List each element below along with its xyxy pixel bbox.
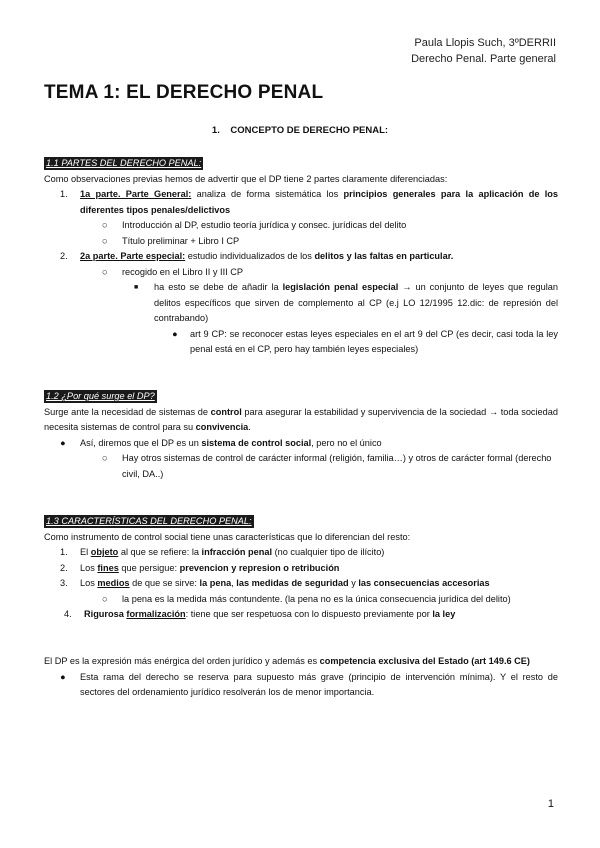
list-number: 1. (60, 189, 68, 199)
intervencion-minima-text: Esta rama del derecho se reserva para supuesto más grave (principio de intervención mínima). Y el resto de sectores del ordenamiento jurídico resolverán los de menor importancia. (80, 671, 558, 697)
final-paragraph (44, 654, 558, 670)
list-item-introduccion (44, 218, 558, 234)
pena-contundente-text: la pena es la medida más contundente. (la pena no es la única consecuencia jurídica del delito) (122, 593, 511, 604)
legislacion-bold: legislación penal especial (282, 282, 399, 292)
dot-bullet-icon: ● (60, 671, 66, 682)
list-item-art9 (44, 327, 558, 358)
objeto-bold: infracción penal (201, 547, 273, 557)
parte-general-label: 1a parte. Parte General: (80, 189, 192, 199)
list-item-medios (44, 576, 558, 592)
document-title: TEMA 1: EL DERECHO PENAL (44, 82, 324, 103)
formalizacion-bold: Rigurosa (84, 609, 124, 619)
por-que-bold-control: control (210, 406, 242, 417)
section-heading-caracteristicas: 1.3 CARACTERÍSTICAS DEL DERECHO PENAL: (46, 516, 252, 526)
circle-bullet-icon: ○ (102, 266, 108, 277)
por-que-paragraph (44, 405, 558, 436)
otros-sistemas-text: Hay otros sistemas de control de carácter informal (religión, familia…) y otros de carácter formal (derecho civil, DA..) (122, 453, 552, 479)
fines-underlined: fines (97, 562, 119, 573)
square-bullet-icon: ■ (134, 284, 139, 291)
control-social-text: Así, diremos que el DP es un (80, 437, 202, 448)
concept-number: 1. (211, 125, 220, 136)
medios-text-3: , (231, 578, 237, 588)
concept-heading (0, 125, 600, 136)
final-bold: competencia exclusiva del Estado (art 149.6 CE) (319, 656, 530, 666)
formalizacion-underlined: formalización (126, 609, 186, 619)
parte-especial-text: estudio individualizados de los (185, 251, 315, 261)
art9-text: art 9 CP: se reconocer estas leyes especiales en el art 9 del CP (es decir, casi toda la ley penal está en el CP, pero hay también leyes especiales) (190, 328, 558, 354)
control-social-bold: sistema de control social (201, 437, 312, 448)
fines-bold: prevencion y represion o retribución (179, 562, 340, 573)
objeto-text: El (80, 547, 91, 557)
objeto-underlined: objeto (90, 547, 119, 557)
sub-item-text: Introducción al DP, estudio teoría jurídica y consec. jurídicas del delito (122, 220, 407, 230)
list-number: 2. (60, 251, 68, 261)
list-item-otros-sistemas (44, 451, 558, 482)
circle-bullet-icon: ○ (102, 235, 108, 246)
list-number: 1. (60, 547, 68, 557)
section-heading-por-que: 1.2 ¿Por qué surge el DP? (46, 391, 155, 401)
dot-bullet-icon: ● (60, 437, 66, 448)
sub-item-text: recogido en el Libro II y III CP (122, 266, 244, 277)
list-item-legislacion-especial (44, 280, 558, 327)
por-que-bold-convivencia: convivencia (195, 422, 249, 432)
por-que-text-2: para asegurar la estabilidad y supervivencia de la sociedad → toda sociedad necesita sistemas de control para su (44, 406, 558, 432)
control-social-text-2: , pero no el único (311, 437, 382, 448)
medios-bold-pena: la pena (199, 578, 232, 588)
medios-text: Los (80, 578, 98, 588)
page-header (411, 35, 556, 67)
final-section (44, 654, 558, 701)
concept-label: CONCEPTO DE DERECHO PENAL: (230, 125, 389, 136)
parte-especial-label: 2a parte. Parte especial: (80, 251, 186, 261)
caracteristicas-intro: Como instrumento de control social tiene unas características que lo diferencian del resto: (44, 531, 411, 542)
sub-item-text: Título preliminar + Libro I CP (122, 235, 240, 246)
section-heading-partes: 1.1 PARTES DEL DERECHO PENAL: (46, 158, 202, 168)
objeto-text-2: al que se refiere: la (118, 547, 202, 557)
list-item-titulo-preliminar (44, 234, 558, 250)
circle-bullet-icon: ○ (102, 593, 108, 604)
list-item-objeto (44, 545, 558, 561)
legislacion-text: ha esto se debe de añadir la (154, 282, 283, 292)
formalizacion-text: : tiene que ser respetuosa con lo dispuesto previamente por (185, 609, 433, 619)
medios-text-2: de que se sirve: (129, 578, 200, 588)
formalizacion-bold-ley: la ley (432, 609, 456, 619)
list-item-fines (44, 561, 558, 577)
medios-underlined: medios (97, 578, 130, 588)
fines-text: Los (80, 562, 98, 573)
por-que-text-3: . (248, 422, 251, 432)
final-text: El DP es la expresión más enérgica del orden jurídico y además es (44, 656, 320, 666)
legislacion-text-2: → un conjunto de leyes que regulan delitos específicos que sirven de complemento al CP (e.j LO 12/1995 12.dic: de represión del contrabando) (154, 282, 559, 323)
list-number: 4. (64, 609, 72, 619)
medios-bold-consecuencias: las consecuencias accesorias (358, 578, 490, 588)
parte-general-bold: principios generales para la aplicación de los diferentes tipos penales/delictivos (80, 189, 558, 215)
objeto-text-3: (no cualquier tipo de ilícito) (272, 547, 385, 557)
section-caracteristicas (44, 514, 558, 623)
section-partes (44, 156, 558, 358)
medios-bold-medidas: las medidas de seguridad (236, 578, 349, 588)
list-item-pena-contundente (44, 592, 558, 608)
medios-text-4: y (348, 578, 359, 588)
header-author: Paula Llopis Such, 3ºDERRII (414, 37, 556, 49)
page-number: 1 (547, 798, 554, 810)
list-item-recogido (44, 265, 558, 281)
list-item-intervencion-minima (44, 670, 558, 701)
circle-bullet-icon: ○ (102, 453, 108, 463)
parte-especial-bold: delitos y las faltas en particular. (314, 251, 454, 261)
circle-bullet-icon: ○ (102, 220, 108, 230)
partes-intro: Como observaciones previas hemos de advertir que el DP tiene 2 partes claramente diferenciadas: (44, 173, 448, 184)
list-item-parte-general (44, 187, 558, 218)
por-que-text: Surge ante la necesidad de sistemas de (44, 406, 211, 417)
list-number: 2. (60, 562, 68, 573)
header-course: Derecho Penal. Parte general (411, 53, 556, 65)
list-item-parte-especial (44, 249, 558, 265)
list-item-control-social (44, 436, 558, 452)
list-number: 3. (60, 578, 68, 588)
section-por-que (44, 389, 558, 482)
parte-general-text: analiza de forma sistemática los (191, 189, 344, 199)
fines-text-2: que persigue: (118, 562, 180, 573)
list-item-formalizacion (44, 607, 558, 623)
dot-bullet-icon: ● (172, 328, 178, 339)
